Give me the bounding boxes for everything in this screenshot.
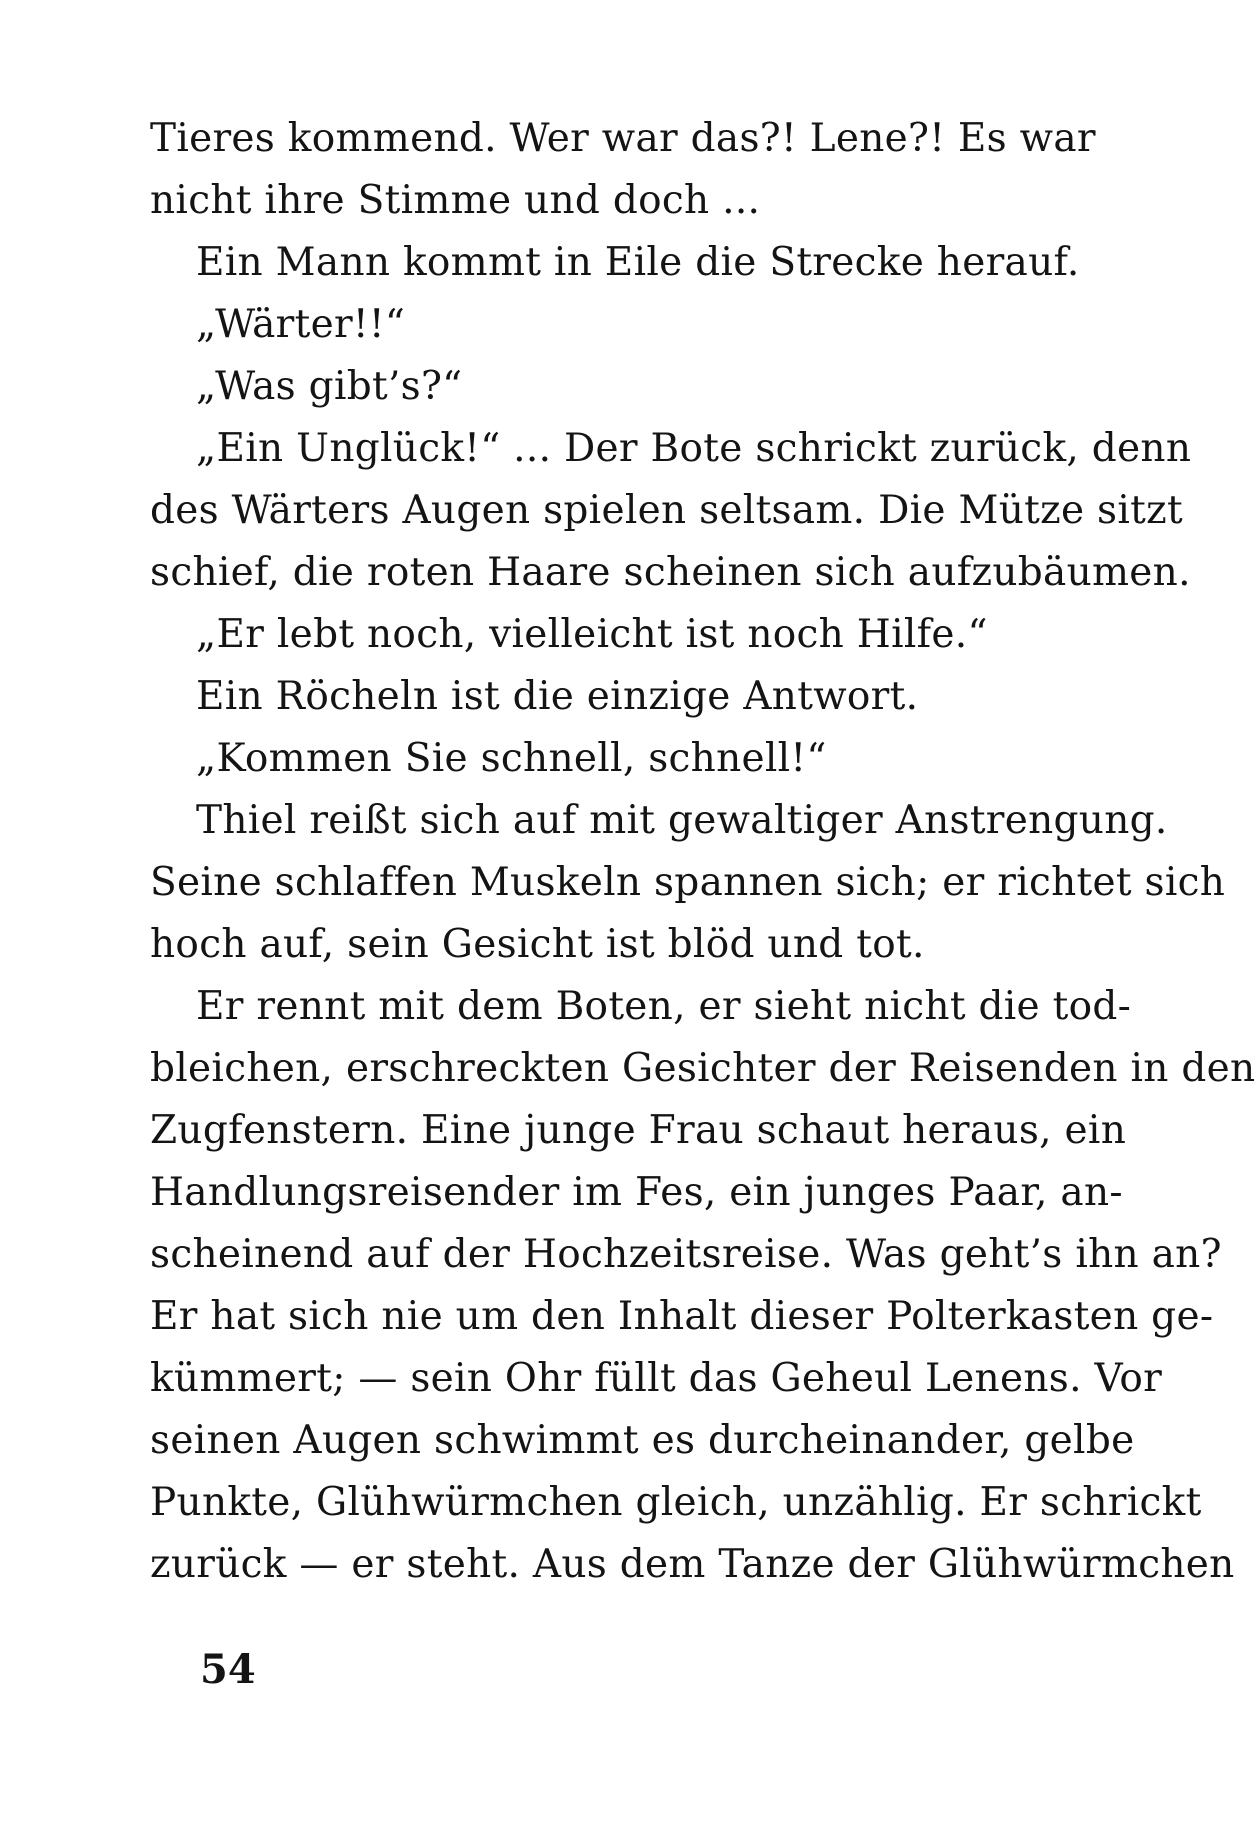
text-line: „Was gibt’s?“: [196, 364, 463, 409]
text-line: scheinend auf der Hochzeitsreise. Was geht’s ihn an?: [150, 1232, 1222, 1277]
text-line: Zugfenstern. Eine junge Frau schaut heraus, ein: [150, 1108, 1127, 1153]
body-text: [150, 108, 1255, 1596]
text-line: nicht ihre Stimme und doch ...: [150, 178, 761, 223]
text-line: „Wärter!!“: [196, 302, 406, 347]
text-line: Seine schlaffen Muskeln spannen sich; er richtet sich: [150, 860, 1226, 905]
text-line: zurück — er steht. Aus dem Tanze der Glühwürmchen: [150, 1542, 1235, 1587]
text-line: Handlungsreisender im Fes, ein junges Paar, an-: [150, 1170, 1123, 1215]
text-line: Ein Mann kommt in Eile die Strecke herauf.: [196, 240, 1080, 285]
text-line: „Ein Unglück!“ ... Der Bote schrickt zurück, denn: [196, 426, 1192, 471]
text-line: des Wärters Augen spielen seltsam. Die Mütze sitzt: [150, 488, 1183, 533]
text-line: Er hat sich nie um den Inhalt dieser Polterkasten ge-: [150, 1294, 1214, 1339]
text-line: kümmert; — sein Ohr füllt das Geheul Lenens. Vor: [150, 1356, 1163, 1401]
text-line: schief, die roten Haare scheinen sich aufzubäumen.: [150, 550, 1191, 595]
text-line: Tieres kommend. Wer war das?! Lene?! Es war: [150, 116, 1096, 161]
text-line: hoch auf, sein Gesicht ist blöd und tot.: [150, 922, 925, 967]
text-line: bleichen, erschreckten Gesichter der Reisenden in den: [150, 1046, 1255, 1091]
text-line: „Kommen Sie schnell, schnell!“: [196, 736, 827, 781]
text-line: „Er lebt noch, vielleicht ist noch Hilfe.“: [196, 612, 988, 657]
text-line: Ein Röcheln ist die einzige Antwort.: [196, 674, 919, 719]
page-number: 54: [200, 1646, 256, 1693]
text-line: Er rennt mit dem Boten, er sieht nicht die tod-: [196, 984, 1132, 1029]
text-line: Punkte, Glühwürmchen gleich, unzählig. Er schrickt: [150, 1480, 1202, 1525]
text-line: seinen Augen schwimmt es durcheinander, gelbe: [150, 1418, 1135, 1463]
text-line: Thiel reißt sich auf mit gewaltiger Anstrengung.: [196, 798, 1168, 843]
